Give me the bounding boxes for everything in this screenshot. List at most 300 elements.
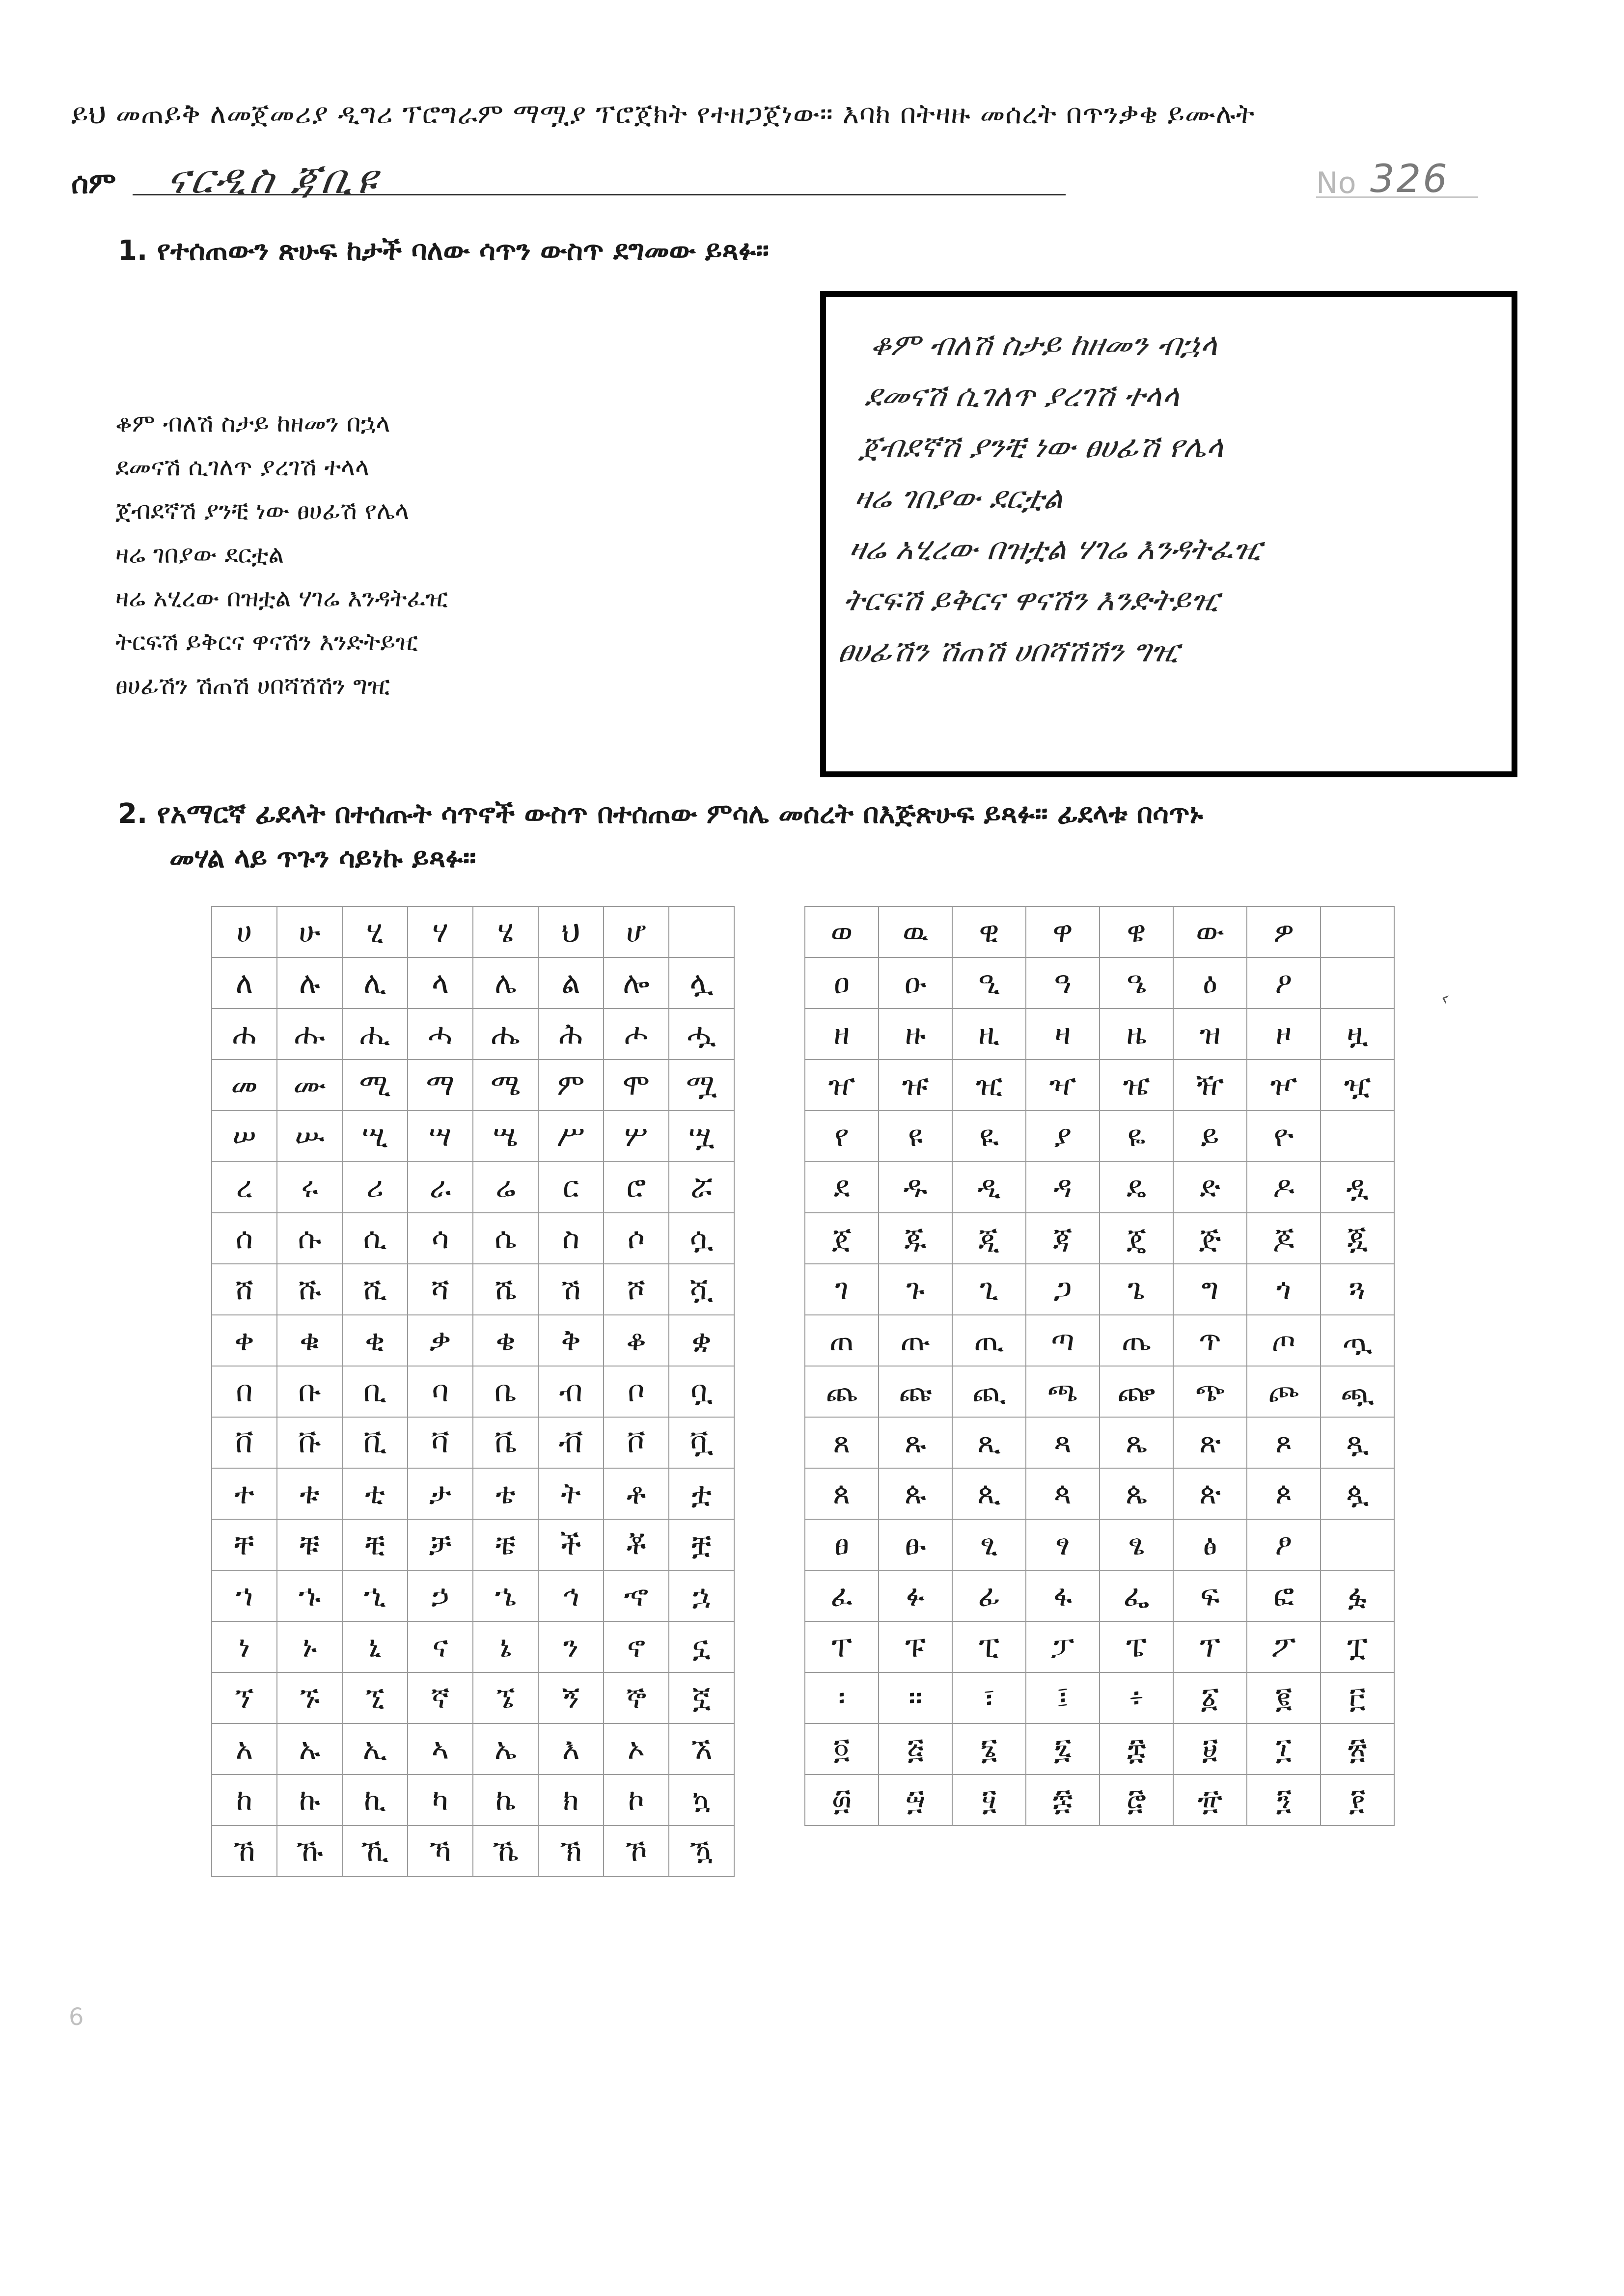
fidel-cell[interactable]: ሯ: [669, 1162, 734, 1213]
fidel-cell[interactable]: ሺ: [342, 1264, 408, 1315]
fidel-cell[interactable]: ፷: [1026, 1775, 1100, 1826]
fidel-cell[interactable]: [1321, 906, 1394, 957]
fidel-cell[interactable]: ፗ: [1321, 1621, 1394, 1672]
fidel-cell[interactable]: ሚ: [342, 1060, 408, 1111]
fidel-cell[interactable]: ዊ: [952, 906, 1026, 957]
fidel-cell[interactable]: ጧ: [1321, 1315, 1394, 1366]
fidel-cell[interactable]: ሣ: [408, 1111, 473, 1162]
fidel-cell[interactable]: በ: [212, 1366, 277, 1417]
fidel-cell[interactable]: ካ: [408, 1775, 473, 1826]
fidel-cell[interactable]: ሤ: [473, 1111, 538, 1162]
fidel-cell[interactable]: ኾ: [604, 1826, 669, 1877]
fidel-cell[interactable]: ና: [408, 1621, 473, 1672]
fidel-cell[interactable]: ቿ: [669, 1519, 734, 1570]
fidel-cell[interactable]: ዒ: [952, 957, 1026, 1009]
fidel-cell[interactable]: ዮ: [1247, 1111, 1321, 1162]
fidel-cell[interactable]: ቴ: [473, 1468, 538, 1519]
fidel-cell[interactable]: ፴: [805, 1775, 879, 1826]
fidel-cell[interactable]: ጼ: [1100, 1417, 1173, 1468]
fidel-cell[interactable]: ች: [538, 1519, 604, 1570]
fidel-cell[interactable]: ይ: [1173, 1111, 1247, 1162]
fidel-cell[interactable]: ዋ: [1026, 906, 1100, 957]
fidel-cell[interactable]: ፶: [952, 1775, 1026, 1826]
fidel-cell[interactable]: ሸ: [212, 1264, 277, 1315]
fidel-cell[interactable]: ቶ: [604, 1468, 669, 1519]
fidel-cell[interactable]: ጂ: [952, 1213, 1026, 1264]
fidel-cell[interactable]: ዱ: [879, 1162, 952, 1213]
fidel-cell[interactable]: ሥ: [538, 1111, 604, 1162]
fidel-cell[interactable]: ኅ: [538, 1570, 604, 1621]
fidel-cell[interactable]: ኆ: [604, 1570, 669, 1621]
fidel-cell[interactable]: ጹ: [879, 1417, 952, 1468]
fidel-cell[interactable]: ዜ: [1100, 1009, 1173, 1060]
fidel-cell[interactable]: ሔ: [473, 1009, 538, 1060]
fidel-cell[interactable]: ኗ: [669, 1621, 734, 1672]
fidel-cell[interactable]: ፔ: [1100, 1621, 1173, 1672]
fidel-cell[interactable]: ጮ: [1247, 1366, 1321, 1417]
fidel-cell[interactable]: ኣ: [408, 1723, 473, 1775]
fidel-cell[interactable]: ራ: [408, 1162, 473, 1213]
fidel-cell[interactable]: ፩: [1173, 1672, 1247, 1723]
fidel-cell[interactable]: ጷ: [1321, 1468, 1394, 1519]
fidel-cell[interactable]: ሂ: [342, 906, 408, 957]
fidel-cell[interactable]: ደ: [805, 1162, 879, 1213]
fidel-cell[interactable]: ሷ: [669, 1213, 734, 1264]
fidel-cell[interactable]: ፅ: [1173, 1519, 1247, 1570]
fidel-cell[interactable]: ።: [879, 1672, 952, 1723]
fidel-cell[interactable]: ነ: [212, 1621, 277, 1672]
fidel-cell[interactable]: ፡: [805, 1672, 879, 1723]
fidel-cell[interactable]: ክ: [538, 1775, 604, 1826]
fidel-cell[interactable]: ኞ: [604, 1672, 669, 1723]
fidel-cell[interactable]: ሡ: [277, 1111, 342, 1162]
fidel-cell[interactable]: ኃ: [408, 1570, 473, 1621]
fidel-cell[interactable]: ጸ: [805, 1417, 879, 1468]
fidel-cell[interactable]: ዛ: [1026, 1009, 1100, 1060]
fidel-cell[interactable]: ፄ: [1100, 1519, 1173, 1570]
fidel-cell[interactable]: ፳: [1321, 1723, 1394, 1775]
fidel-cell[interactable]: ሹ: [277, 1264, 342, 1315]
fidel-cell[interactable]: ዳ: [1026, 1162, 1100, 1213]
fidel-cell[interactable]: ቋ: [669, 1315, 734, 1366]
fidel-cell[interactable]: ቪ: [342, 1417, 408, 1468]
fidel-cell[interactable]: ሰ: [212, 1213, 277, 1264]
fidel-cell[interactable]: ፮: [952, 1723, 1026, 1775]
fidel-cell[interactable]: ሢ: [342, 1111, 408, 1162]
fidel-cell[interactable]: ፑ: [879, 1621, 952, 1672]
fidel-cell[interactable]: ጊ: [952, 1264, 1026, 1315]
fidel-cell[interactable]: ኼ: [473, 1826, 538, 1877]
fidel-cell[interactable]: ኄ: [473, 1570, 538, 1621]
fidel-cell[interactable]: ኔ: [473, 1621, 538, 1672]
fidel-cell[interactable]: ዢ: [952, 1060, 1026, 1111]
fidel-cell[interactable]: ህ: [538, 906, 604, 957]
fidel-cell[interactable]: ጢ: [952, 1315, 1026, 1366]
fidel-cell[interactable]: ዴ: [1100, 1162, 1173, 1213]
fidel-cell[interactable]: ጄ: [1100, 1213, 1173, 1264]
fidel-cell[interactable]: ቆ: [604, 1315, 669, 1366]
fidel-cell[interactable]: ኘ: [212, 1672, 277, 1723]
fidel-cell[interactable]: ፫: [1321, 1672, 1394, 1723]
fidel-cell[interactable]: ፭: [879, 1723, 952, 1775]
fidel-cell[interactable]: ጓ: [1321, 1264, 1394, 1315]
fidel-cell[interactable]: ቭ: [538, 1417, 604, 1468]
fidel-cell[interactable]: ቸ: [212, 1519, 277, 1570]
fidel-cell[interactable]: ጨ: [805, 1366, 879, 1417]
fidel-cell[interactable]: ኸ: [212, 1826, 277, 1877]
fidel-cell[interactable]: ን: [538, 1621, 604, 1672]
fidel-cell[interactable]: ዖ: [1247, 957, 1321, 1009]
fidel-cell[interactable]: ኝ: [538, 1672, 604, 1723]
fidel-cell[interactable]: ፃ: [1026, 1519, 1100, 1570]
fidel-cell[interactable]: ፱: [1173, 1723, 1247, 1775]
fidel-cell[interactable]: ዪ: [952, 1111, 1026, 1162]
fidel-cell[interactable]: ጲ: [952, 1468, 1026, 1519]
fidel-cell[interactable]: ማ: [408, 1060, 473, 1111]
fidel-cell[interactable]: ፺: [1247, 1775, 1321, 1826]
fidel-cell[interactable]: ዞ: [1247, 1009, 1321, 1060]
fidel-cell[interactable]: ጉ: [879, 1264, 952, 1315]
fidel-cell[interactable]: ዉ: [879, 906, 952, 957]
fidel-cell[interactable]: ሃ: [408, 906, 473, 957]
fidel-cell[interactable]: ኡ: [277, 1723, 342, 1775]
fidel-cell[interactable]: ዐ: [805, 957, 879, 1009]
fidel-cell[interactable]: ጺ: [952, 1417, 1026, 1468]
fidel-cell[interactable]: ዃ: [669, 1826, 734, 1877]
fidel-cell[interactable]: ዌ: [1100, 906, 1173, 957]
fidel-cell[interactable]: ፍ: [1173, 1570, 1247, 1621]
fidel-cell[interactable]: ጋ: [1026, 1264, 1100, 1315]
fidel-cell[interactable]: ሌ: [473, 957, 538, 1009]
fidel-cell[interactable]: ፒ: [952, 1621, 1026, 1672]
fidel-cell[interactable]: ዲ: [952, 1162, 1026, 1213]
fidel-cell[interactable]: ፰: [1100, 1723, 1173, 1775]
fidel-cell[interactable]: ሊ: [342, 957, 408, 1009]
fidel-cell[interactable]: ድ: [1173, 1162, 1247, 1213]
fidel-cell[interactable]: ዙ: [879, 1009, 952, 1060]
fidel-cell[interactable]: ዧ: [1321, 1060, 1394, 1111]
fidel-cell[interactable]: ኢ: [342, 1723, 408, 1775]
fidel-cell[interactable]: ፻: [1321, 1775, 1394, 1826]
fidel-cell[interactable]: ጁ: [879, 1213, 952, 1264]
fidel-cell[interactable]: ፎ: [1247, 1570, 1321, 1621]
fidel-cell[interactable]: መ: [212, 1060, 277, 1111]
fidel-cell[interactable]: ጦ: [1247, 1315, 1321, 1366]
fidel-cell[interactable]: ኤ: [473, 1723, 538, 1775]
fidel-cell[interactable]: ዶ: [1247, 1162, 1321, 1213]
fidel-cell[interactable]: ቹ: [277, 1519, 342, 1570]
fidel-cell[interactable]: ቾ: [604, 1519, 669, 1570]
fidel-cell[interactable]: ፂ: [952, 1519, 1026, 1570]
fidel-cell[interactable]: ፌ: [1100, 1570, 1173, 1621]
fidel-cell[interactable]: ስ: [538, 1213, 604, 1264]
fidel-cell[interactable]: ዣ: [1026, 1060, 1100, 1111]
fidel-cell[interactable]: ፤: [1026, 1672, 1100, 1723]
fidel-cell[interactable]: ቨ: [212, 1417, 277, 1468]
fidel-cell[interactable]: ፖ: [1247, 1621, 1321, 1672]
fidel-cell[interactable]: ት: [538, 1468, 604, 1519]
fidel-cell[interactable]: ዑ: [879, 957, 952, 1009]
fidel-cell[interactable]: ተ: [212, 1468, 277, 1519]
fidel-cell[interactable]: ቦ: [604, 1366, 669, 1417]
fidel-cell[interactable]: ሲ: [342, 1213, 408, 1264]
fidel-cell[interactable]: ሎ: [604, 957, 669, 1009]
fidel-cell[interactable]: ጎ: [1247, 1264, 1321, 1315]
fidel-cell[interactable]: ቡ: [277, 1366, 342, 1417]
fidel-cell[interactable]: ከ: [212, 1775, 277, 1826]
fidel-cell[interactable]: ቫ: [408, 1417, 473, 1468]
fidel-cell[interactable]: ሞ: [604, 1060, 669, 1111]
fidel-cell[interactable]: ኀ: [212, 1570, 277, 1621]
fidel-cell[interactable]: ቮ: [604, 1417, 669, 1468]
fidel-cell[interactable]: ጡ: [879, 1315, 952, 1366]
fidel-cell[interactable]: ቻ: [408, 1519, 473, 1570]
fidel-cell[interactable]: ዎ: [1247, 906, 1321, 957]
fidel-cell[interactable]: ዩ: [879, 1111, 952, 1162]
fidel-cell[interactable]: ኻ: [408, 1826, 473, 1877]
fidel-cell[interactable]: ጆ: [1247, 1213, 1321, 1264]
fidel-cell[interactable]: ሒ: [342, 1009, 408, 1060]
fidel-cell[interactable]: ር: [538, 1162, 604, 1213]
fidel-cell[interactable]: ጪ: [952, 1366, 1026, 1417]
fidel-cell[interactable]: ታ: [408, 1468, 473, 1519]
fidel-cell[interactable]: ቷ: [669, 1468, 734, 1519]
fidel-cell[interactable]: ጴ: [1100, 1468, 1173, 1519]
fidel-cell[interactable]: ኚ: [342, 1672, 408, 1723]
fidel-cell[interactable]: ፊ: [952, 1570, 1026, 1621]
fidel-cell[interactable]: ኙ: [277, 1672, 342, 1723]
fidel-cell[interactable]: ሽ: [538, 1264, 604, 1315]
fidel-cell[interactable]: ሬ: [473, 1162, 538, 1213]
fidel-cell[interactable]: ሓ: [408, 1009, 473, 1060]
fidel-cell[interactable]: ቲ: [342, 1468, 408, 1519]
fidel-cell[interactable]: ዡ: [879, 1060, 952, 1111]
fidel-cell[interactable]: ፐ: [805, 1621, 879, 1672]
fidel-cell[interactable]: ባ: [408, 1366, 473, 1417]
fidel-cell[interactable]: ፬: [805, 1723, 879, 1775]
fidel-cell[interactable]: ሟ: [669, 1060, 734, 1111]
fidel-cell[interactable]: ቁ: [277, 1315, 342, 1366]
fidel-cell[interactable]: ሼ: [473, 1264, 538, 1315]
fidel-cell[interactable]: ቼ: [473, 1519, 538, 1570]
fidel-cell[interactable]: ጣ: [1026, 1315, 1100, 1366]
fidel-cell[interactable]: ሪ: [342, 1162, 408, 1213]
fidel-cell[interactable]: ዝ: [1173, 1009, 1247, 1060]
fidel-cell[interactable]: ሾ: [604, 1264, 669, 1315]
fidel-cell[interactable]: ሩ: [277, 1162, 342, 1213]
fidel-cell[interactable]: ሗ: [669, 1009, 734, 1060]
fidel-cell[interactable]: ኪ: [342, 1775, 408, 1826]
fidel-row: [805, 1060, 1394, 1111]
fidel-cell[interactable]: ጅ: [1173, 1213, 1247, 1264]
fidel-cell[interactable]: ኦ: [604, 1723, 669, 1775]
fidel-cell[interactable]: ብ: [538, 1366, 604, 1417]
fidel-cell[interactable]: ሕ: [538, 1009, 604, 1060]
fidel-cell[interactable]: ፁ: [879, 1519, 952, 1570]
fidel-cell[interactable]: ኒ: [342, 1621, 408, 1672]
fidel-cell[interactable]: ኋ: [669, 1570, 734, 1621]
fidel-cell[interactable]: [669, 906, 734, 957]
fidel-cell[interactable]: ፉ: [879, 1570, 952, 1621]
fidel-cell[interactable]: ጬ: [1100, 1366, 1173, 1417]
fidel-cell[interactable]: ዘ: [805, 1009, 879, 1060]
fidel-cell[interactable]: ም: [538, 1060, 604, 1111]
fidel-cell[interactable]: ዷ: [1321, 1162, 1394, 1213]
fidel-cell[interactable]: ኖ: [604, 1621, 669, 1672]
fidel-row: [805, 1621, 1394, 1672]
fidel-cell[interactable]: ሴ: [473, 1213, 538, 1264]
fidel-cell[interactable]: ረ: [212, 1162, 277, 1213]
fidel-cell[interactable]: ቬ: [473, 1417, 538, 1468]
fidel-cell[interactable]: ል: [538, 957, 604, 1009]
fidel-cell[interactable]: ሮ: [604, 1162, 669, 1213]
fidel-cell[interactable]: ጽ: [1173, 1417, 1247, 1468]
fidel-cell[interactable]: [1321, 957, 1394, 1009]
fidel-cell[interactable]: ሆ: [604, 906, 669, 957]
fidel-cell[interactable]: ጥ: [1173, 1315, 1247, 1366]
fidel-cell[interactable]: ጯ: [1321, 1366, 1394, 1417]
fidel-cell[interactable]: ኳ: [669, 1775, 734, 1826]
fidel-cell[interactable]: ጀ: [805, 1213, 879, 1264]
fidel-cell[interactable]: [1321, 1519, 1394, 1570]
fidel-cell[interactable]: ሱ: [277, 1213, 342, 1264]
fidel-cell[interactable]: ኩ: [277, 1775, 342, 1826]
fidel-cell[interactable]: ዦ: [1247, 1060, 1321, 1111]
fidel-cell[interactable]: ዕ: [1173, 957, 1247, 1009]
fidel-cell[interactable]: ኜ: [473, 1672, 538, 1723]
fidel-cell[interactable]: ጃ: [1026, 1213, 1100, 1264]
fidel-cell[interactable]: ሧ: [669, 1111, 734, 1162]
fidel-cell[interactable]: ፸: [1100, 1775, 1173, 1826]
fidel-cell[interactable]: ቩ: [277, 1417, 342, 1468]
fidel-cell[interactable]: ኹ: [277, 1826, 342, 1877]
fidel-cell[interactable]: ኁ: [277, 1570, 342, 1621]
fidel-cell[interactable]: ቂ: [342, 1315, 408, 1366]
fidel-cell[interactable]: ፆ: [1247, 1519, 1321, 1570]
fidel-cell[interactable]: ፵: [879, 1775, 952, 1826]
fidel-cell[interactable]: ወ: [805, 906, 879, 957]
fidel-cell[interactable]: ፋ: [1026, 1570, 1100, 1621]
fidel-cell[interactable]: ላ: [408, 957, 473, 1009]
fidel-cell[interactable]: አ: [212, 1723, 277, 1775]
fidel-cell[interactable]: ሦ: [604, 1111, 669, 1162]
fidel-cell[interactable]: ጫ: [1026, 1366, 1100, 1417]
fidel-cell[interactable]: ሀ: [212, 906, 277, 957]
fidel-cell[interactable]: ጭ: [1173, 1366, 1247, 1417]
fidel-cell[interactable]: ፏ: [1321, 1570, 1394, 1621]
fidel-cell[interactable]: ቤ: [473, 1366, 538, 1417]
fidel-cell[interactable]: ሁ: [277, 906, 342, 957]
fidel-cell[interactable]: ሐ: [212, 1009, 277, 1060]
fidel-cell[interactable]: ሠ: [212, 1111, 277, 1162]
fidel-cell[interactable]: ዬ: [1100, 1111, 1173, 1162]
fidel-cell[interactable]: ጻ: [1026, 1417, 1100, 1468]
fidel-cell[interactable]: ለ: [212, 957, 277, 1009]
fidel-cell[interactable]: ጿ: [1321, 1417, 1394, 1468]
fidel-cell[interactable]: ቀ: [212, 1315, 277, 1366]
fidel-cell[interactable]: የ: [805, 1111, 879, 1162]
fidel-cell[interactable]: ጤ: [1100, 1315, 1173, 1366]
fidel-cell[interactable]: ጱ: [879, 1468, 952, 1519]
fidel-cell[interactable]: ዥ: [1173, 1060, 1247, 1111]
fidel-cell[interactable]: ኂ: [342, 1570, 408, 1621]
fidel-cell[interactable]: ዔ: [1100, 957, 1173, 1009]
fidel-cell[interactable]: ግ: [1173, 1264, 1247, 1315]
fidel-cell[interactable]: ጳ: [1026, 1468, 1100, 1519]
fidel-cell[interactable]: ጇ: [1321, 1213, 1394, 1264]
fidel-cell[interactable]: ሳ: [408, 1213, 473, 1264]
fidel-cell[interactable]: ፣: [952, 1672, 1026, 1723]
fidel-cell[interactable]: ሏ: [669, 957, 734, 1009]
fidel-cell[interactable]: ሙ: [277, 1060, 342, 1111]
fidel-cell[interactable]: ሖ: [604, 1009, 669, 1060]
fidel-cell[interactable]: ቺ: [342, 1519, 408, 1570]
fidel-cell[interactable]: ው: [1173, 906, 1247, 957]
fidel-cell[interactable]: ቄ: [473, 1315, 538, 1366]
fidel-cell[interactable]: ዟ: [1321, 1009, 1394, 1060]
fidel-cell[interactable]: ያ: [1026, 1111, 1100, 1162]
fidel-cell[interactable]: ሜ: [473, 1060, 538, 1111]
fidel-cell[interactable]: ፈ: [805, 1570, 879, 1621]
fidel-cell[interactable]: ኧ: [669, 1723, 734, 1775]
fidel-cell[interactable]: ፲: [1247, 1723, 1321, 1775]
fidel-cell[interactable]: ሶ: [604, 1213, 669, 1264]
fidel-cell[interactable]: ሻ: [408, 1264, 473, 1315]
fidel-cell[interactable]: ኮ: [604, 1775, 669, 1826]
fidel-cell[interactable]: ፓ: [1026, 1621, 1100, 1672]
fidel-cell[interactable]: ዠ: [805, 1060, 879, 1111]
fidel-cell[interactable]: ኑ: [277, 1621, 342, 1672]
fidel-cell[interactable]: እ: [538, 1723, 604, 1775]
fidel-cell[interactable]: ዚ: [952, 1009, 1026, 1060]
fidel-cell[interactable]: ቱ: [277, 1468, 342, 1519]
fidel-cell[interactable]: ኽ: [538, 1826, 604, 1877]
fidel-cell[interactable]: ዤ: [1100, 1060, 1173, 1111]
fidel-cell[interactable]: ፪: [1247, 1672, 1321, 1723]
fidel-cell[interactable]: ጾ: [1247, 1417, 1321, 1468]
fidel-cell[interactable]: ቧ: [669, 1366, 734, 1417]
fidel-cell[interactable]: ጰ: [805, 1468, 879, 1519]
fidel-cell[interactable]: ኺ: [342, 1826, 408, 1877]
fidel-cell[interactable]: ሿ: [669, 1264, 734, 1315]
fidel-cell[interactable]: ቃ: [408, 1315, 473, 1366]
fidel-cell[interactable]: ጠ: [805, 1315, 879, 1366]
fidel-cell[interactable]: ጩ: [879, 1366, 952, 1417]
fidel-cell[interactable]: ቢ: [342, 1366, 408, 1417]
fidel-cell[interactable]: ፥: [1100, 1672, 1173, 1723]
fidel-cell[interactable]: ኛ: [408, 1672, 473, 1723]
number-handwritten-value[interactable]: 326: [1370, 157, 1449, 201]
fidel-cell[interactable]: ቯ: [669, 1417, 734, 1468]
fidel-cell[interactable]: ሄ: [473, 906, 538, 957]
fidel-cell[interactable]: ፕ: [1173, 1621, 1247, 1672]
fidel-cell[interactable]: ፹: [1173, 1775, 1247, 1826]
name-handwritten-value[interactable]: ናርዲስ ጃቢዩ: [164, 156, 383, 203]
fidel-cell[interactable]: ጌ: [1100, 1264, 1173, 1315]
fidel-cell[interactable]: ሉ: [277, 957, 342, 1009]
fidel-cell[interactable]: ዓ: [1026, 957, 1100, 1009]
fidel-cell[interactable]: ገ: [805, 1264, 879, 1315]
fidel-cell[interactable]: ፯: [1026, 1723, 1100, 1775]
fidel-cell[interactable]: ኬ: [473, 1775, 538, 1826]
fidel-cell[interactable]: ፀ: [805, 1519, 879, 1570]
fidel-cell[interactable]: ጶ: [1247, 1468, 1321, 1519]
fidel-cell[interactable]: ኟ: [669, 1672, 734, 1723]
fidel-cell[interactable]: ሑ: [277, 1009, 342, 1060]
fidel-cell[interactable]: ቅ: [538, 1315, 604, 1366]
fidel-cell[interactable]: ጵ: [1173, 1468, 1247, 1519]
fidel-cell[interactable]: [1321, 1111, 1394, 1162]
